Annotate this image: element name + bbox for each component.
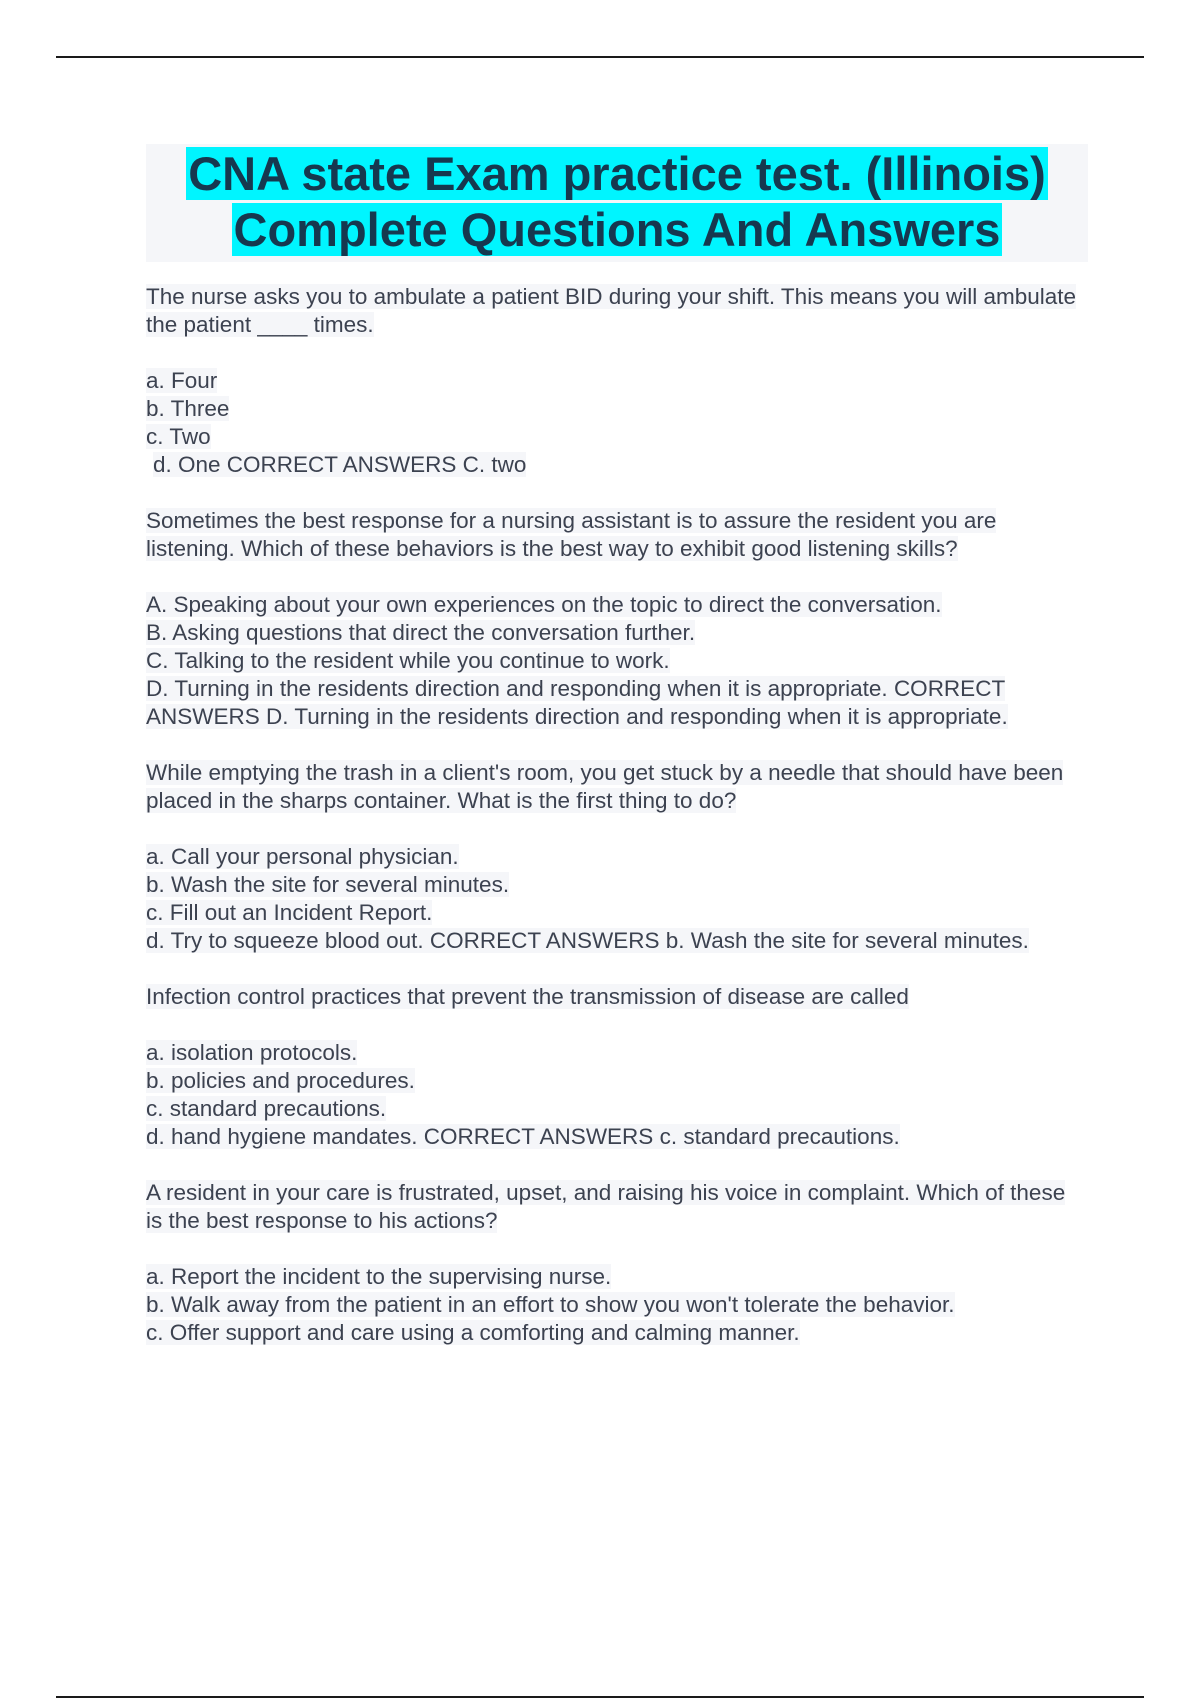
- top-rule: [56, 56, 1144, 58]
- option-c: C. Talking to the resident while you continue to work.: [146, 648, 670, 673]
- option-c: c. Offer support and care using a comforting and calming manner.: [146, 1320, 800, 1345]
- question-4: [146, 983, 1086, 1011]
- option-a: A. Speaking about your own experiences on the topic to direct the conversation.: [146, 592, 942, 617]
- option-b: b. Walk away from the patient in an effort to show you won't tolerate the behavior.: [146, 1292, 955, 1317]
- question-text: Sometimes the best response for a nursing assistant is to assure the resident you are listening. Which of these behaviors is the best way to exhibit good listening skills?: [146, 508, 997, 561]
- question-1: [146, 283, 1086, 339]
- question-text: The nurse asks you to ambulate a patient BID during your shift. This means you will ambulate the patient ____ times.: [146, 284, 1077, 337]
- question-text: Infection control practices that prevent the transmission of disease are called: [146, 984, 909, 1009]
- question-text: While emptying the trash in a client's room, you get stuck by a needle that should have been placed in the sharps container. What is the first thing to do?: [146, 760, 1064, 813]
- question-2-options: [146, 591, 1086, 731]
- option-b: B. Asking questions that direct the conversation further.: [146, 620, 696, 645]
- bottom-rule: [56, 1696, 1144, 1698]
- title-line-1-text: CNA state Exam practice test. (Illinois): [188, 147, 1046, 200]
- question-3-options: [146, 843, 1086, 955]
- option-a: a. Four: [146, 368, 218, 393]
- title-line-2-text: Complete Questions And Answers: [233, 203, 1001, 256]
- option-d-answer: d. Try to squeeze blood out. CORRECT ANSWERS b. Wash the site for several minutes.: [146, 928, 1029, 953]
- question-2: [146, 507, 1086, 563]
- document-title: [146, 144, 1088, 262]
- question-4-options: [146, 1039, 1086, 1151]
- option-c: c. Fill out an Incident Report.: [146, 900, 433, 925]
- option-d-answer: D. Turning in the residents direction and responding when it is appropriate. CORRECT ANSWERS D. Turning in the residents direction and responding when it is appropriate.: [146, 676, 1008, 729]
- question-list: [146, 283, 1086, 1375]
- option-c: c. standard precautions.: [146, 1096, 387, 1121]
- option-b: b. policies and procedures.: [146, 1068, 415, 1093]
- title-line-2: [146, 202, 1088, 258]
- option-b: b. Three: [146, 396, 230, 421]
- question-text: A resident in your care is frustrated, upset, and raising his voice in complaint. Which of these is the best response to his actions?: [146, 1180, 1066, 1233]
- option-c: c. Two: [146, 424, 211, 449]
- option-d-answer: d. One CORRECT ANSWERS C. two: [153, 452, 527, 477]
- question-1-options: [146, 367, 1086, 479]
- option-a: a. Report the incident to the supervising nurse.: [146, 1264, 612, 1289]
- option-b: b. Wash the site for several minutes.: [146, 872, 510, 897]
- question-3: [146, 759, 1086, 815]
- question-5-options: [146, 1263, 1086, 1347]
- title-line-1: [146, 146, 1088, 202]
- question-5: [146, 1179, 1086, 1235]
- option-d-answer: d. hand hygiene mandates. CORRECT ANSWERS c. standard precautions.: [146, 1124, 900, 1149]
- option-a: a. Call your personal physician.: [146, 844, 459, 869]
- option-a: a. isolation protocols.: [146, 1040, 358, 1065]
